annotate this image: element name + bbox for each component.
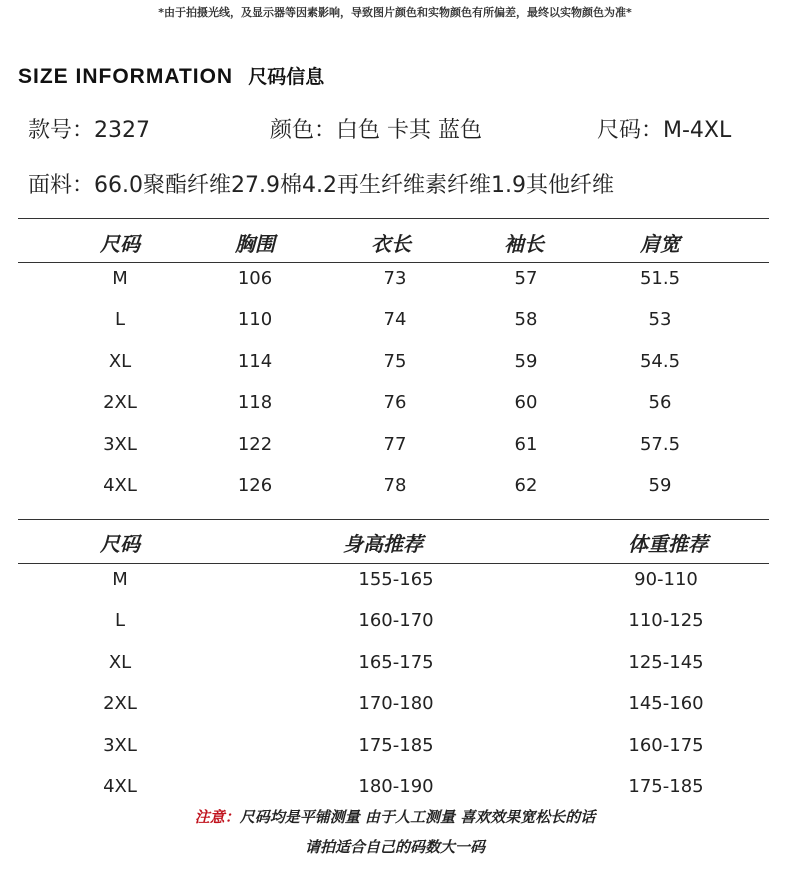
cell-height: 165-175	[358, 652, 434, 673]
header-shoulder: 肩宽	[640, 232, 680, 256]
cell-weight: 145-160	[628, 693, 704, 714]
cell-length: 73	[383, 268, 407, 289]
cell-size: XL	[108, 652, 132, 673]
cell-size: 4XL	[103, 475, 137, 496]
cell-sleeve: 62	[514, 475, 538, 496]
cell-shoulder: 57.5	[639, 434, 681, 455]
measurement-note	[0, 806, 790, 827]
cell-height: 160-170	[358, 610, 434, 631]
measurement-note-2: 请拍适合自己的码数大一码	[304, 838, 485, 856]
cell-size: L	[114, 309, 126, 330]
cell-sleeve: 58	[514, 309, 538, 330]
cell-length: 76	[383, 392, 407, 413]
table-rule	[18, 218, 769, 219]
cell-shoulder: 51.5	[639, 268, 681, 289]
section-heading	[18, 62, 324, 89]
header-sleeve: 袖长	[504, 232, 544, 256]
size-range: 尺码：M-4XL	[597, 118, 732, 143]
cell-height: 170-180	[358, 693, 434, 714]
cell-size: L	[114, 610, 126, 631]
cell-weight: 175-185	[628, 776, 704, 797]
cell-length: 74	[383, 309, 407, 330]
cell-size: 2XL	[103, 693, 137, 714]
cell-sleeve: 57	[514, 268, 538, 289]
cell-length: 77	[383, 434, 407, 455]
cell-size: 4XL	[103, 776, 137, 797]
header-weight: 体重推荐	[628, 532, 708, 556]
cell-weight: 90-110	[634, 569, 698, 590]
cell-size: M	[112, 569, 128, 590]
cell-weight: 160-175	[628, 735, 704, 756]
cell-height: 180-190	[358, 776, 434, 797]
header-length: 衣长	[371, 232, 411, 256]
cell-sleeve: 59	[514, 351, 538, 372]
fabric-composition: 面料：66.0聚酯纤维27.9棉4.2再生纤维素纤维1.9其他纤维	[28, 173, 614, 198]
cell-chest: 118	[237, 392, 273, 413]
table-rule	[18, 262, 769, 263]
cell-length: 78	[383, 475, 407, 496]
cell-shoulder: 53	[648, 309, 672, 330]
header-size: 尺码	[100, 532, 140, 556]
cell-height: 155-165	[358, 569, 434, 590]
cell-weight: 125-145	[628, 652, 704, 673]
cell-chest: 126	[237, 475, 273, 496]
cell-size: XL	[108, 351, 132, 372]
note-text: 尺码均是平铺测量 由于人工测量 喜欢效果宽松长的话	[239, 808, 596, 826]
cell-chest: 110	[237, 309, 273, 330]
cell-chest: 114	[237, 351, 273, 372]
heading-english: SIZE INFORMATION	[18, 65, 234, 88]
cell-sleeve: 61	[514, 434, 538, 455]
cell-height: 175-185	[358, 735, 434, 756]
color-options: 颜色：白色 卡其 蓝色	[270, 118, 482, 143]
heading-chinese: 尺码信息	[248, 66, 325, 88]
table-rule	[18, 519, 769, 520]
cell-size: M	[112, 268, 128, 289]
header-chest: 胸围	[235, 232, 275, 256]
style-number: 款号：2327	[28, 118, 150, 143]
cell-sleeve: 60	[514, 392, 538, 413]
cell-size: 3XL	[103, 735, 137, 756]
cell-shoulder: 54.5	[639, 351, 681, 372]
disclaimer: *由于拍摄光线，及显示器等因素影响，导致图片颜色和实物颜色有所偏差，最终以实物颜色为准*	[158, 6, 632, 19]
header-size: 尺码	[100, 232, 140, 256]
cell-shoulder: 56	[648, 392, 672, 413]
cell-length: 75	[383, 351, 407, 372]
cell-chest: 106	[237, 268, 273, 289]
cell-size: 3XL	[103, 434, 137, 455]
note-label: 注意：	[194, 808, 240, 826]
cell-weight: 110-125	[628, 610, 704, 631]
cell-chest: 122	[237, 434, 273, 455]
cell-size: 2XL	[103, 392, 137, 413]
header-height: 身高推荐	[343, 532, 423, 556]
table-rule	[18, 563, 769, 564]
cell-shoulder: 59	[648, 475, 672, 496]
